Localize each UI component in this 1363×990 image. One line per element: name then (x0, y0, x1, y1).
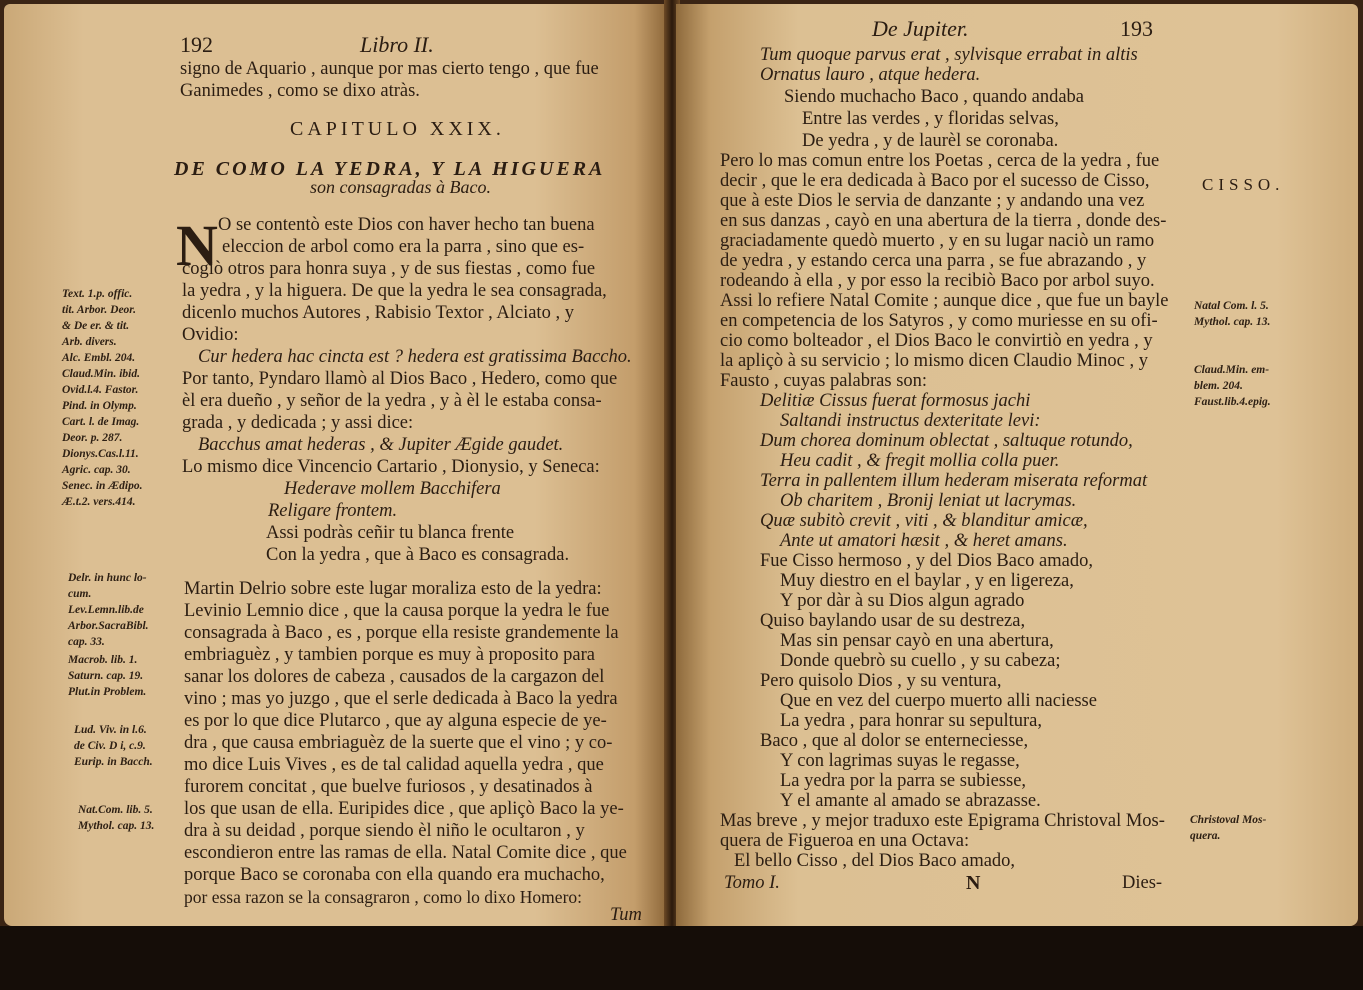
margin-note: Cart. l. de Imag. (62, 416, 140, 428)
text-line: Lo mismo dice Vincencio Cartario , Dionysio, y Seneca: (182, 457, 600, 477)
latin-verse: Bacchus amat hederas , & Jupiter Ægide gaudet. (198, 435, 564, 455)
text-line: Por tanto, Pyndaro llamò al Dios Baco , Hedero, como que (182, 369, 618, 389)
text-line: decir , que le era dedicada à Baco por el sucesso de Cisso, (720, 171, 1150, 191)
latin-verse: Ornatus lauro , atque hedera. (760, 65, 981, 85)
margin-note: Eurip. in Bacch. (74, 756, 153, 768)
right-page-number: 193 (1120, 16, 1153, 41)
latin-verse: Cur hedera hac cincta est ? hedera est gratissima Baccho. (198, 347, 632, 367)
latin-verse: Quæ subitò crevit , viti , & blanditur amicæ, (760, 511, 1088, 531)
text-line: O se contentò este Dios con haver hecho tan buena (218, 215, 595, 235)
text-line: dicenlo muchos Autores , Rabisio Textor , Alciato , y (182, 303, 574, 323)
margin-note: Alc. Embl. 204. (62, 352, 136, 364)
latin-verse: Ante ut amatori hæsit , & heret amans. (780, 531, 1068, 551)
side-label: CISSO. (1202, 175, 1285, 194)
right-running-head: De Jupiter. (872, 16, 969, 41)
left-running-head: Libro II. (360, 32, 434, 57)
text-line: los que usan de ella. Euripides dice , que apliçò Baco la ye- (184, 799, 624, 819)
margin-note: Natal Com. l. 5. (1194, 300, 1269, 312)
text-line: Levinio Lemnio dice , que la causa porque la yedra le fue (184, 601, 610, 621)
text-line: en competencia de los Satyros , y como muriesse en su ofi- (720, 311, 1158, 331)
margin-note: Plut.in Problem. (68, 686, 147, 698)
margin-note: Pind. in Olymp. (62, 400, 137, 412)
left-page (4, 4, 668, 926)
text-line: la yedra , y la higuera. De que la yedra le sea consagrada, (182, 281, 607, 301)
margin-note: cap. 33. (68, 636, 105, 648)
text-line: Ganimedes , como se dixo atràs. (180, 81, 420, 101)
catchword: Dies- (1122, 873, 1163, 893)
margin-note: Mythol. cap. 13. (78, 820, 155, 832)
verse-line: Muy diestro en el baylar , y en ligereza, (780, 571, 1074, 591)
margin-note: Christoval Mos- (1190, 814, 1267, 826)
verse-line: Mas sin pensar cayò en una abertura, (780, 631, 1054, 651)
margin-note: Arb. divers. (62, 336, 117, 348)
drop-cap: N (176, 213, 218, 278)
margin-note: Claud.Min. ibid. (62, 368, 140, 380)
margin-note: Faust.lib.4.epig. (1194, 396, 1271, 408)
margin-note: Nat.Com. lib. 5. (78, 804, 153, 816)
verse-line: Baco , que al dolor se enterneciesse, (760, 731, 1029, 751)
margin-note: Agric. cap. 30. (62, 464, 131, 476)
text-line: Martin Delrio sobre este lugar moraliza esto de la yedra: (184, 579, 602, 599)
text-line: rodeando à ella , y por esso la recibiò Baco por arbol suyo. (720, 271, 1155, 291)
margin-note: Text. 1.p. offic. (62, 288, 133, 300)
text-line: vino ; mas yo juzgo , que el serle dedicada à Baco la yedra (184, 689, 618, 709)
text-line: dra à su deidad , porque siendo èl niño le ocultaron , y (184, 821, 585, 841)
text-line: consagrada à Baco , es , porque ella resiste grandemente la (184, 623, 619, 643)
latin-verse: Ob charitem , Bronij leniat ut lacrymas. (780, 491, 1077, 511)
margin-note: Delr. in hunc lo- (68, 572, 147, 584)
verse-line: La yedra , para honrar su sepultura, (780, 711, 1042, 731)
text-line: Pero lo mas comun entre los Poetas , cerca de la yedra , fue (720, 151, 1160, 171)
verse-line: Donde quebrò su cuello , y su cabeza; (780, 651, 1061, 671)
text-line: sanar los dolores de cabeza , causados de la cargazon del (184, 667, 605, 687)
verse-line: Quiso baylando usar de su destreza, (760, 611, 1026, 631)
catchword: Tum (610, 905, 642, 925)
latin-verse: Dum chorea dominum oblectat , saltuque rotundo, (760, 431, 1133, 451)
margin-note: Ovid.l.4. Fastor. (62, 384, 139, 396)
text-line: de yedra , y estando cerca una parra , se fue abrazando , y (720, 251, 1147, 271)
text-line: por essa razon se la consagraron , como lo dixo Homero: (184, 887, 583, 907)
margin-note: Saturn. cap. 19. (68, 670, 144, 682)
margin-note: cum. (68, 588, 92, 600)
text-line: es por lo que dice Plutarco , que ay alguna especie de ye- (184, 711, 607, 731)
text-line: cogiò otros para honra suya , y de sus fiestas , como fue (182, 259, 596, 279)
margin-note: Deor. p. 287. (62, 432, 123, 444)
text-line: embriaguèz , y tambien porque es muy à proposito para (184, 645, 595, 665)
dark-background (0, 926, 1363, 990)
text-line: èl era dueño , y señor de la yedra , y à èl le estaba consa- (182, 391, 602, 411)
latin-verse: Saltandi instructus dexteritate levi: (780, 411, 1041, 431)
text-line: Ovidio: (182, 325, 239, 345)
margin-note: quera. (1190, 830, 1221, 842)
verse-line: Y por dàr à su Dios algun agrado (780, 591, 1025, 611)
margin-note: blem. 204. (1194, 380, 1243, 392)
text-line: en sus danzas , cayò en una abertura de la tierra , donde des- (720, 211, 1167, 231)
verse-line: El bello Cisso , del Dios Baco amado, (734, 851, 1016, 871)
margin-note: Claud.Min. em- (1194, 364, 1270, 376)
text-line: quera de Figueroa en una Octava: (720, 831, 970, 851)
latin-verse: Hederave mollem Bacchifera (284, 479, 501, 499)
verse-line: Pero quisolo Dios , y su ventura, (760, 671, 1002, 691)
text-line: escondieron entre las ramas de ella. Natal Comite dice , que (184, 843, 627, 863)
chapter-title: DE COMO LA YEDRA, Y LA HIGUERA (174, 158, 606, 180)
text-line: que à este Dios le servia de danzante ; y andando una vez (720, 191, 1145, 211)
verse-line: De yedra , y de laurèl se coronaba. (802, 131, 1059, 151)
text-line: graciadamente quedò muerto , y en su lugar naciò un ramo (720, 231, 1155, 251)
verse-line: Assi podràs ceñir tu blanca frente (266, 523, 515, 543)
verse-line: Fue Cisso hermoso , y del Dios Baco amado, (760, 551, 1093, 571)
text-line: eleccion de arbol como era la parra , sino que es- (222, 237, 585, 257)
text-line: mo dice Luis Vives , es de tal calidad aquella yedra , que (184, 755, 604, 775)
chapter-heading: CAPITULO XXIX. (290, 118, 505, 140)
text-line: Mas breve , y mejor traduxo este Epigrama Christoval Mos- (720, 811, 1165, 831)
margin-note: de Civ. D i, c.9. (74, 740, 146, 752)
text-line: Fausto , cuyas palabras son: (720, 371, 928, 391)
left-page-number: 192 (180, 32, 213, 57)
margin-note: tit. Arbor. Deor. (62, 304, 137, 316)
margin-note: Dionys.Cas.l.11. (62, 448, 139, 460)
latin-verse: Delitiæ Cissus fuerat formosus jachi (760, 391, 1031, 411)
text-line: porque Baco se coronaba con ella quando era muchacho, (184, 865, 605, 885)
margin-note: Senec. in Ædipo. (62, 480, 143, 492)
latin-verse: Tum quoque parvus erat , sylvisque errabat in altis (760, 45, 1138, 65)
margin-note: Æ.t.2. vers.414. (62, 496, 136, 508)
text-line: grada , y dedicada ; y assi dice: (182, 413, 414, 433)
signature-mark: N (966, 872, 981, 894)
text-line: dra , que causa embriaguèz de la suerte que el vino ; y co- (184, 733, 613, 753)
margin-note: Macrob. lib. 1. (68, 654, 138, 666)
volume-footer: Tomo I. (724, 873, 780, 893)
margin-note: Arbor.SacraBibl. (68, 620, 149, 632)
margin-note: Mythol. cap. 13. (1194, 316, 1271, 328)
verse-line: Con la yedra , que à Baco es consagrada. (266, 545, 570, 565)
verse-line: Que en vez del cuerpo muerto alli naciesse (780, 691, 1097, 711)
verse-line: La yedra por la parra se subiesse, (780, 771, 1027, 791)
verse-line: Siendo muchacho Baco , quando andaba (784, 87, 1085, 107)
text-line: Assi lo refiere Natal Comite ; aunque dice , que fue un bayle (720, 291, 1169, 311)
margin-note: Lev.Lemn.lib.de (68, 604, 144, 616)
text-line: la apliçò à su servicio ; lo mismo dicen Claudio Minoc , y (720, 351, 1148, 371)
right-page (676, 4, 1358, 926)
chapter-title-sub: son consagradas à Baco. (310, 177, 491, 197)
text-line: furorem concitat , que buelve furiosos , y desatinados à (184, 777, 593, 797)
latin-verse: Terra in pallentem illum hederam miserata reformat (760, 471, 1148, 491)
verse-line: Entre las verdes , y floridas selvas, (802, 109, 1059, 129)
verse-line: Y con lagrimas suyas le regasse, (780, 751, 1020, 771)
text-line: signo de Aquario , aunque por mas cierto tengo , que fue (180, 59, 599, 79)
latin-verse: Religare frontem. (268, 501, 398, 521)
verse-line: Y el amante al amado se abrazasse. (780, 791, 1041, 811)
text-line: cio como bolteador , el Dios Baco le convirtiò en yedra , y (720, 331, 1153, 351)
margin-note: Lud. Viv. in l.6. (74, 724, 147, 736)
latin-verse: Heu cadit , & fregit mollia colla puer. (780, 451, 1060, 471)
margin-note: & De er. & tit. (62, 320, 130, 332)
